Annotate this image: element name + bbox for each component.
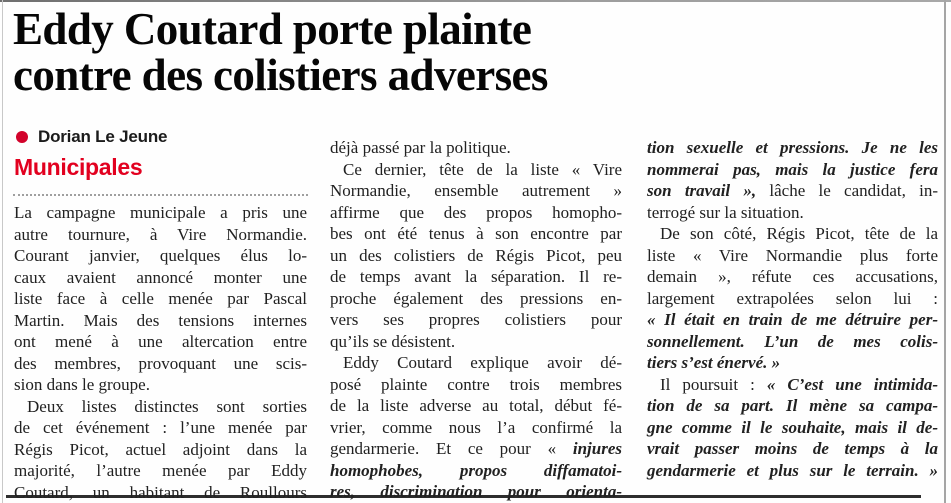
text-line: Coutard, un habitant de Roullours	[14, 482, 307, 502]
text-line: de temps avant la séparation. Il re-	[330, 267, 622, 286]
text-line: de la liste adverse au total, début fé-	[330, 396, 622, 415]
text-line: majorité, l’autre menée par Eddy	[14, 461, 307, 480]
text-line: Eddy Coutard explique avoir dé-	[343, 353, 622, 372]
text-line: proche également des pressions en-	[330, 288, 622, 308]
text-line: déjà passé par la politique.	[330, 138, 511, 157]
top-divider	[0, 0, 951, 2]
text-line: posé plainte contre trois membres	[330, 374, 622, 394]
article-column-1	[14, 202, 307, 503]
text-line: son travail », lâche le candidat, in-	[647, 181, 938, 200]
text-line: Courant janvier, quelques élus lo-	[14, 246, 307, 265]
text-line: nommerai pas, mais la justice fera	[647, 159, 938, 179]
text-line: caux avaient annoncé monter une	[14, 267, 307, 287]
text-line: tion de sa part. Il mène sa campa-	[647, 396, 938, 415]
byline	[16, 127, 167, 147]
article-column-2	[330, 137, 622, 503]
text-line: sonnellement. L’un de mes colis-	[647, 331, 938, 351]
text-line: bes ont été tenus à son encontre par	[330, 224, 622, 243]
author-bullet-icon	[16, 131, 28, 143]
text-line: Ce dernier, tête de la liste « Vire	[343, 159, 622, 179]
dotted-separator	[13, 194, 308, 196]
text-line: Martin. Mais des tensions internes	[14, 310, 307, 330]
text-line: Il poursuit : « C’est une intimida-	[660, 374, 938, 394]
author-name: Dorian Le Jeune	[38, 127, 168, 146]
text-line: demain », réfute ces accusations,	[647, 267, 938, 286]
text-line: Deux listes distinctes sont sorties	[27, 396, 307, 416]
text-line: liste « Vire Normandie plus forte	[647, 245, 938, 265]
text-line: gendarmerie et plus sur le terrain. »	[647, 460, 938, 480]
left-column-divider	[2, 0, 3, 503]
right-column-divider	[944, 0, 946, 503]
text-line: Normandie, ensemble autrement »	[330, 181, 622, 200]
text-line: vers ses propres colistiers pour	[330, 310, 622, 329]
text-line: La campagne municipale a pris une	[14, 203, 307, 222]
text-line: vrier, comme nous l’a confirmé la	[330, 417, 622, 437]
text-line: vrait passer moins de temps à la	[647, 439, 938, 458]
text-line: ont mené à une altercation entre	[14, 332, 307, 351]
text-line: res, discrimination pour orienta-	[330, 482, 622, 501]
text-line: sion dans le groupe.	[14, 375, 150, 394]
text-line: gne comme il le souhaite, mais il de-	[647, 417, 938, 437]
headline-line-2: contre des colistiers adverses	[13, 50, 548, 100]
text-line: de cet événement : l’une menée par	[14, 418, 307, 437]
text-line: affirme que des propos homopho-	[330, 202, 622, 222]
article-headline	[13, 6, 753, 98]
text-line: De son côté, Régis Picot, tête de la	[660, 224, 938, 243]
text-line: « Il était en train de me détruire per-	[647, 310, 938, 329]
text-line: tion sexuelle et pressions. Je ne les	[647, 138, 938, 157]
text-line: qu’ils se désistent.	[330, 331, 456, 351]
text-line: des membres, provoquant une scis-	[14, 353, 307, 373]
text-line: largement extrapolées selon lui :	[647, 288, 938, 308]
text-line: tiers s’est énervé. »	[647, 353, 781, 372]
text-line: Régis Picot, actuel adjoint dans la	[14, 439, 307, 459]
text-line: homophobes, propos diffamatoi-	[330, 460, 622, 480]
text-line: gendarmerie. Et ce pour « injures	[330, 439, 622, 458]
section-label: Municipales	[14, 154, 143, 180]
text-line: terrogé sur la situation.	[647, 202, 804, 222]
text-line: liste face à celle menée par Pascal	[14, 289, 307, 308]
text-line: un des colistiers de Régis Picot, peu	[330, 245, 622, 265]
text-line: autre tournure, à Vire Normandie.	[14, 224, 307, 244]
headline-line-1: Eddy Coutard porte plainte	[13, 4, 532, 54]
article-column-3	[647, 137, 938, 481]
